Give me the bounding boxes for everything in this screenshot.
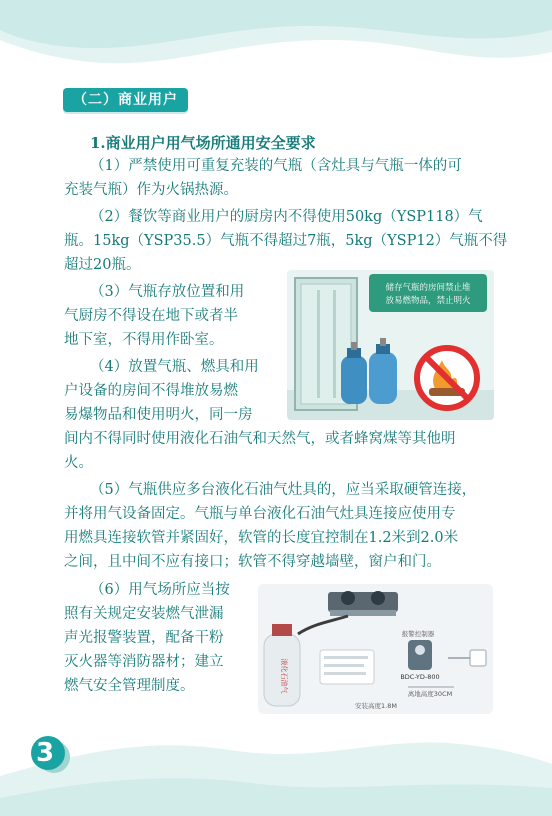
page-number-badge [28, 733, 68, 773]
p2-line1: （2）餐饮等商业用户的厨房内不得使用50kg（YSP118）气 [90, 209, 483, 225]
p4-line3: 易爆物品和使用明火，同一房 [64, 407, 253, 423]
gas-alarm-illustration [258, 584, 493, 714]
p6-line1: （6）用气场所应当按 [90, 582, 230, 598]
image2-device-title: 报警控制器 [401, 630, 435, 638]
p6-line5: 燃气安全管理制度。 [64, 678, 195, 694]
p1-line1: （1）严禁使用可重复充装的气瓶（含灶具与气瓶一体的可 [90, 158, 462, 174]
p4-line1: （4）放置气瓶、燃具和用 [90, 359, 259, 375]
image2-cylinder-label: 液化石油气 [280, 658, 288, 694]
p2-line2: 瓶。15kg（YSP35.5）气瓶不得超过7瓶，5kg（YSP12）气瓶不得 [64, 233, 508, 249]
page-number: 3 [36, 738, 55, 768]
p4-line5: 火。 [64, 455, 93, 471]
p5-line3: 用燃具连接软管并紧固好，软管的长度宜控制在1.2米到2.0米 [64, 530, 459, 546]
p5-line1: （5）气瓶供应多台液化石油气灶具的，应当采取硬管连接， [90, 482, 477, 498]
image2-height-note: 离地高度30CM [407, 690, 453, 698]
image2-bottom-caption: 安装高度1.8M [355, 702, 397, 710]
p3-line3: 地下室，不得用作卧室。 [64, 332, 224, 348]
image1-banner-line2: 放易燃物品，禁止明火 [385, 296, 471, 306]
p5-line2: 并将用气设备固定。气瓶与单台液化石油气灶具连接应使用专 [64, 506, 456, 522]
p5-line4: 之间，且中间不应有接口；软管不得穿越墙壁，窗户和门。 [64, 554, 441, 570]
p2-line3: 超过20瓶。 [64, 257, 141, 273]
p6-line3: 声光报警装置，配备干粉 [64, 630, 224, 646]
image2-device-label: BDC-YD-800 [400, 673, 440, 681]
top-wave-decoration [0, 0, 552, 80]
p6-line2: 照有关规定安装燃气泄漏 [64, 606, 224, 622]
p1-line2: 充装气瓶）作为火锅热源。 [64, 182, 238, 198]
p4-line2: 户设备的房间不得堆放易燃 [64, 383, 238, 399]
p6-line4: 灭火器等消防器材；建立 [64, 654, 224, 670]
section-tag: （二）商业用户 [63, 88, 188, 112]
p4-line4: 间内不得同时使用液化石油气和天然气，或者蜂窝煤等其他明 [64, 431, 456, 447]
p3-line1: （3）气瓶存放位置和用 [90, 284, 245, 300]
image1-banner-line1: 储存气瓶的房间禁止堆 [385, 283, 471, 293]
p3-line2: 气厨房不得设在地下或者半 [64, 308, 238, 324]
storage-room-illustration [287, 270, 494, 420]
bottom-wave-decoration [0, 706, 552, 816]
subtitle: 1.商业用户用气场所通用安全要求 [90, 134, 316, 152]
